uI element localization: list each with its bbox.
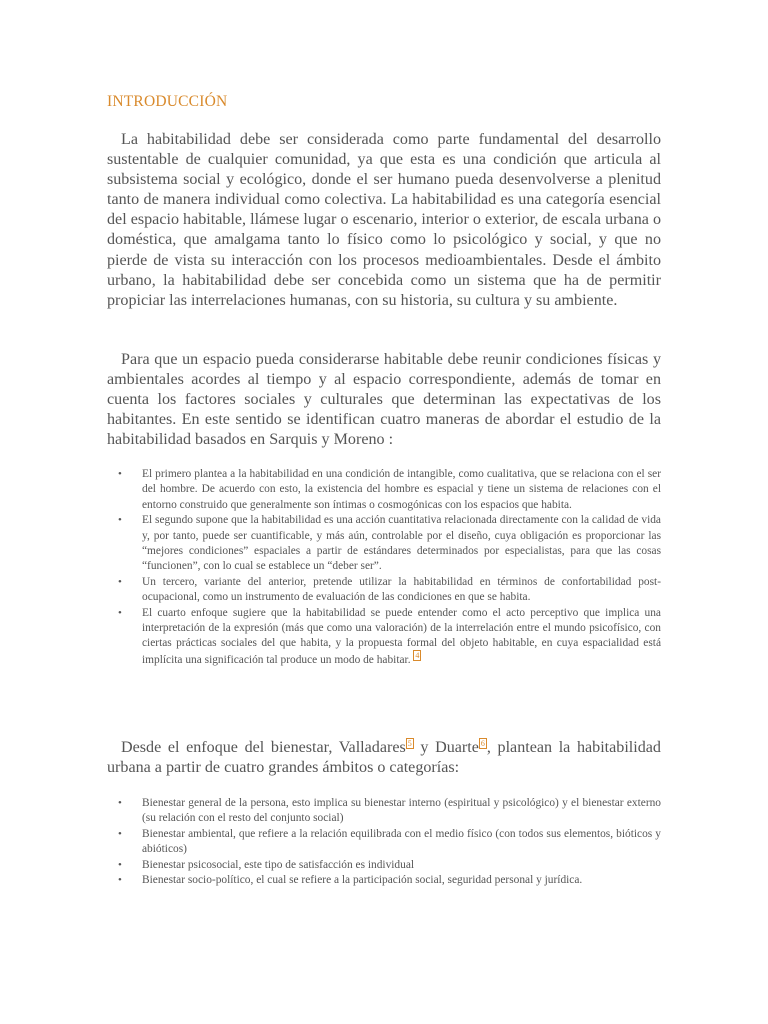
list-item-text: Bienestar socio-político, el cual se refiere a la participación social, seguridad personal y jurídica. [142,874,583,887]
paragraph-wellbeing [107,738,661,778]
list-item-text: El primero plantea a la habitabilidad en una condición de intangible, como cualitativa, que se relaciona con el ser del hombre. De acuerdo con esto, la existencia del hombre es espacial y tiene un sistema de relaciones con el entorno construido que generalmente son íntimas o cosmogónicas con los espacios que habita. [142,468,661,511]
footnote-ref-link[interactable]: 4 [415,650,420,660]
list-item [107,513,661,575]
bullet-icon: • [118,797,122,809]
list-item [107,827,661,858]
bullet-icon: • [118,874,122,887]
footnote-ref-link[interactable]: 5 [407,738,412,748]
list-item-text: Un tercero, variante del anterior, pretende utilizar la habitabilidad en términos de confortabilidad post-ocupacional, como un instrumento de evaluación de las condiciones en que se habita. [142,575,661,604]
list-item [107,467,661,513]
paragraph-intro: La habitabilidad debe ser considerada como parte fundamental del desarrollo sustentable de cualquier comunidad, ya que esta es una condición que articula al subsistema social y ecológico, donde el ser humano pueda desenvolverse a plenitud tanto de manera individual como colectiva. La habitabilidad es una categoría esencial del espacio habitable, llámese lugar o escenario, interior o exterior, de escala urbana o doméstica, que amalgama tanto lo físico como lo psicológico y social, y que no pierde de vista su interacción con los procesos medioambientales. Desde el ámbito urbano, la habitabilidad debe ser concebida como un sistema que ha de permitir propiciar las interrelaciones humanas, con su historia, su cultura y su ambiente. [107,131,661,309]
bullet-icon: • [118,514,122,527]
list-item-text: Bienestar psicosocial, este tipo de satisfacción es individual [142,858,415,871]
bullet-icon: • [118,827,122,840]
paragraph-text: , plantean la habitabilidad urbana a partir de cuatro grandes ámbitos o categorías: [107,739,661,777]
list-item [107,796,661,827]
bullet-icon: • [118,575,122,588]
section-heading: INTRODUCCIÓN [107,93,228,110]
paragraph-text: Desde el enfoque del bienestar, Valladares [121,739,406,756]
paragraph-approaches: Para que un espacio pueda considerarse habitable debe reunir condiciones físicas y ambientales acordes al tiempo y al espacio correspondiente, además de tomar en cuenta los factores sociales y culturales que determinan las expectativas de los habitantes. En este sentido se identifican cuatro maneras de abordar el estudio de la habitabilidad basados en Sarquis y Moreno : [107,351,661,449]
bullet-icon: • [118,858,122,871]
bullet-icon: • [118,606,122,619]
list-item [107,575,661,606]
wellbeing-list [107,796,661,888]
bullet-icon: • [118,468,122,480]
list-item-text: Bienestar ambiental, que refiere a la relación equilibrada con el medio físico (con todos sus elementos, bióticos y abióticos) [142,827,661,856]
list-item-text: El segundo supone que la habitabilidad es una acción cuantitativa relacionada directamente con la calidad de vida y, por tanto, puede ser cuantificable, y más aún, controlable por el diseño, cuya obligación es proporcionar las “mejores condiciones” espaciales a partir de estándares determinados por especialistas, para que las cosas “funcionen”, con lo cual se establece un “deber ser”. [142,514,661,573]
footnote-ref-link[interactable]: 6 [480,738,485,748]
list-item-text: Bienestar general de la persona, esto implica su bienestar interno (espiritual y psicológico) y el bienestar externo (su relación con el resto del conjunto social) [142,797,661,825]
list-item [107,606,661,668]
list-item [107,858,661,873]
approaches-list [107,467,661,668]
paragraph-text: y Duarte [413,739,479,756]
list-item-text: El cuarto enfoque sugiere que la habitabilidad se puede entender como el acto perceptivo que implica una interpretación de la expresión (más que como una valoración) de la interrelación entre el mundo psicofísico, con ciertas prácticas sociales del que habita, y la propuesta formal del objeto habitable, en cuya espacialidad está implícita una significación tal produce un modo de habitar. [142,606,661,666]
list-item [107,873,661,888]
